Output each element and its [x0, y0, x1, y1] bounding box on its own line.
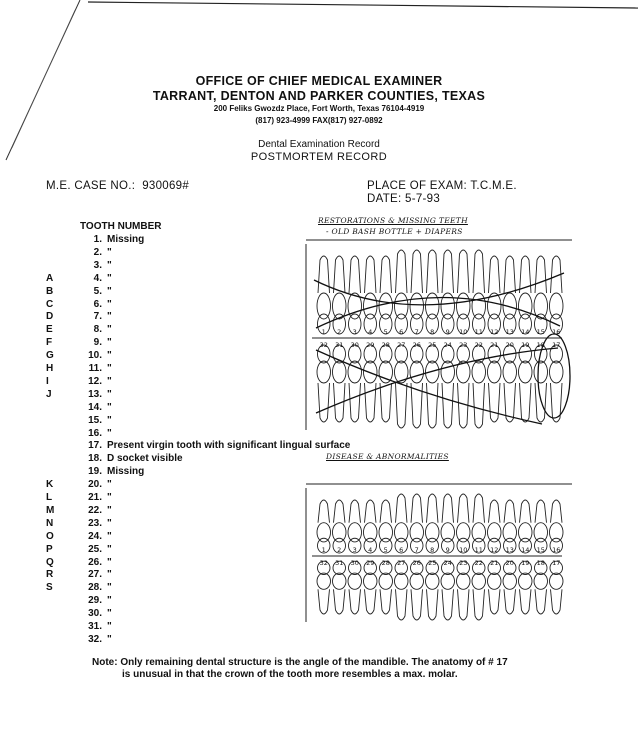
upper-tooth-number: 10: [459, 328, 468, 336]
exam-date-label: DATE:: [367, 193, 402, 205]
deciduous-letter: H: [46, 363, 54, 374]
lower-tooth: [348, 561, 362, 614]
tooth-number: 27.: [88, 569, 102, 581]
lower-tooth-number: 30: [350, 559, 359, 567]
tooth-finding: ": [107, 504, 112, 516]
upper-tooth: [534, 256, 548, 334]
deciduous-letter: I: [46, 375, 49, 387]
lower-tooth-number: 32: [319, 341, 328, 349]
tooth-finding: ": [107, 569, 112, 581]
tooth-finding: ": [107, 246, 112, 258]
lower-tooth: [519, 561, 533, 614]
footer-note-line1: Note: Only remaining dental structure is the angle of the mandible. The anatomy of # 17: [92, 657, 508, 668]
lower-tooth: [364, 561, 378, 614]
lower-tooth-number: 28: [381, 341, 390, 349]
lower-tooth-number: 32: [319, 559, 328, 567]
upper-tooth: [426, 250, 440, 334]
lower-tooth-number: 27: [397, 341, 406, 349]
deciduous-letter: M: [46, 504, 55, 516]
tooth-number: 16.: [88, 427, 102, 439]
lower-tooth-number: 20: [505, 559, 514, 567]
tooth-finding: ": [107, 375, 112, 387]
lower-tooth: [348, 345, 362, 422]
lower-tooth: [333, 561, 347, 614]
tooth-finding: Missing: [107, 234, 145, 245]
tooth-number: 22.: [88, 504, 102, 516]
deciduous-letter: C: [46, 298, 54, 310]
upper-tooth: [333, 256, 347, 334]
exam-date-value: 5-7-93: [405, 193, 441, 205]
lower-tooth-number: 19: [521, 559, 530, 567]
lower-tooth-number: 25: [428, 341, 437, 349]
tooth-number: 24.: [88, 530, 102, 542]
deciduous-letter: A: [46, 272, 54, 284]
upper-tooth-number: 13: [505, 546, 514, 554]
upper-tooth: [395, 494, 409, 553]
lower-tooth-number: 28: [381, 559, 390, 567]
upper-tooth: [364, 256, 378, 334]
deciduous-letter: D: [46, 311, 54, 323]
tooth-number: 4.: [93, 272, 102, 284]
lower-tooth: [317, 561, 331, 614]
tooth-number: 3.: [93, 259, 102, 271]
lower-tooth: [364, 345, 378, 422]
tooth-number: 21.: [88, 492, 102, 503]
case-number: [46, 180, 189, 192]
tooth-number: 15.: [88, 414, 102, 426]
lower-tooth-number: 21: [490, 559, 499, 567]
lower-tooth-number: 29: [366, 341, 375, 349]
deciduous-letter: P: [46, 543, 53, 555]
deciduous-letter: N: [46, 517, 54, 529]
lower-tooth: [379, 561, 393, 614]
lower-tooth: [426, 561, 440, 620]
lower-tooth-number: 31: [335, 341, 344, 349]
lower-tooth-number: 20: [505, 341, 514, 349]
lower-tooth-number: 22: [474, 559, 483, 567]
tooth-finding: D socket visible: [107, 453, 183, 465]
tooth-number: 10.: [88, 350, 102, 362]
upper-tooth-number: 8: [430, 328, 435, 336]
tooth-finding: Present virgin tooth with significant lingual surface: [107, 440, 351, 452]
upper-tooth-number: 1: [321, 328, 326, 336]
lower-tooth: [317, 345, 331, 422]
tooth-number-heading: TOOTH NUMBER: [80, 221, 162, 232]
tooth-finding: ": [107, 492, 112, 503]
tooth-number: 5.: [93, 285, 102, 297]
tooth-number: 9.: [93, 337, 102, 349]
upper-tooth-number: 5: [383, 328, 388, 336]
upper-tooth-number: 15: [536, 328, 545, 336]
tooth-finding: ": [107, 285, 112, 297]
upper-tooth: [457, 494, 471, 553]
lower-tooth: [333, 345, 347, 422]
lower-tooth-number: 21: [490, 341, 499, 349]
upper-tooth: [441, 250, 455, 334]
lower-tooth-number: 27: [397, 559, 406, 567]
upper-tooth: [457, 250, 471, 334]
tooth-number: 28.: [88, 582, 102, 594]
upper-tooth: [472, 250, 486, 334]
tooth-finding: ": [107, 479, 112, 491]
upper-tooth-number: 13: [505, 328, 514, 336]
lower-tooth-number: 26: [412, 341, 421, 349]
upper-tooth-number: 3: [352, 546, 357, 554]
deciduous-letter: K: [46, 479, 54, 491]
tooth-number: 18.: [88, 453, 102, 465]
tooth-finding: ": [107, 298, 112, 310]
upper-tooth-number: 9: [445, 328, 450, 336]
record-type: Dental Examination Record: [258, 139, 380, 150]
tooth-finding: ": [107, 363, 112, 374]
phone-fax: (817) 923-4999 FAX(817) 927-0892: [255, 116, 383, 125]
tooth-finding: ": [107, 582, 112, 594]
deciduous-letter: O: [46, 530, 54, 542]
lower-tooth-number: 23: [459, 341, 468, 349]
deciduous-letter: F: [46, 337, 53, 349]
tooth-number: 30.: [88, 608, 102, 620]
exam-date: [367, 193, 440, 205]
deciduous-letter: E: [46, 324, 53, 336]
lower-tooth: [441, 561, 455, 620]
tooth-finding: ": [107, 324, 112, 336]
tooth-finding: ": [107, 414, 112, 426]
deciduous-letter: R: [46, 569, 54, 581]
lower-tooth: [426, 345, 440, 428]
tooth-finding: ": [107, 311, 112, 323]
lower-tooth-number: 30: [350, 341, 359, 349]
upper-tooth-number: 6: [399, 328, 404, 336]
deciduous-letter: B: [46, 285, 54, 297]
tooth-finding: ": [107, 401, 112, 413]
tooth-number: 26.: [88, 556, 102, 568]
upper-tooth-number: 14: [521, 328, 530, 336]
deciduous-letter: S: [46, 582, 53, 594]
lower-tooth: [472, 561, 486, 620]
tooth-number: 14.: [88, 401, 102, 413]
tooth-number: 11.: [88, 363, 102, 374]
tooth-number: 6.: [93, 298, 102, 310]
tooth-number: 7.: [93, 311, 102, 323]
upper-tooth: [441, 494, 455, 553]
record-title: POSTMORTEM RECORD: [250, 151, 388, 163]
lower-tooth: [503, 345, 517, 422]
lower-tooth-number: 29: [366, 559, 375, 567]
lower-tooth-number: 17: [552, 341, 561, 349]
upper-tooth-number: 2: [337, 546, 342, 554]
lower-tooth-number: 24: [443, 559, 452, 567]
lower-tooth: [550, 561, 564, 614]
upper-tooth-number: 2: [337, 328, 342, 336]
lower-tooth-number: 31: [335, 559, 344, 567]
lower-tooth: [410, 345, 424, 428]
address: 200 Feliks Gwozdz Place, Fort Worth, Texas 76104-4919: [213, 104, 425, 113]
upper-tooth-number: 5: [383, 546, 388, 554]
lower-tooth-number: 18: [536, 341, 545, 349]
missing-teeth-mark: [314, 273, 564, 305]
place-of-exam: [367, 180, 517, 192]
upper-tooth-number: 12: [490, 328, 499, 336]
tooth-number: 31.: [88, 621, 102, 632]
tooth-finding: ": [107, 337, 112, 349]
upper-tooth: [395, 250, 409, 334]
upper-tooth-number: 7: [414, 546, 419, 554]
upper-tooth-number: 14: [521, 546, 530, 554]
tooth-number: 17.: [88, 440, 102, 452]
lower-tooth: [550, 345, 564, 422]
tooth-number: 8.: [93, 324, 102, 336]
lower-tooth-number: 24: [443, 341, 452, 349]
tooth-finding: ": [107, 633, 112, 645]
lower-tooth-number: 18: [536, 559, 545, 567]
lower-tooth-number: 22: [474, 341, 483, 349]
upper-tooth-number: 4: [368, 546, 373, 554]
deciduous-letter: L: [46, 492, 53, 503]
lower-tooth-number: 23: [459, 559, 468, 567]
lower-tooth: [395, 561, 409, 620]
upper-tooth-number: 10: [459, 546, 468, 554]
upper-tooth: [426, 494, 440, 553]
lower-tooth-number: 25: [428, 559, 437, 567]
footer-note-line2: is unusual in that the crown of the tooth more resembles a max. molar.: [122, 669, 458, 680]
tooth-number: 12.: [88, 375, 102, 387]
upper-tooth: [379, 256, 393, 334]
tooth-number: 13.: [88, 388, 102, 400]
restorations-label: RESTORATIONS & MISSING TEETH: [318, 216, 468, 225]
upper-tooth-number: 8: [430, 546, 435, 554]
tooth-finding: ": [107, 388, 112, 400]
upper-tooth-number: 3: [352, 328, 357, 336]
disease-dental-chart: [302, 482, 574, 630]
tooth-finding: ": [107, 621, 112, 632]
lower-tooth: [457, 561, 471, 620]
counties-title: TARRANT, DENTON AND PARKER COUNTIES, TEXAS: [152, 89, 486, 103]
deciduous-letter: Q: [46, 556, 54, 568]
place-of-exam-value: T.C.M.E.: [470, 180, 517, 192]
tooth-finding: Missing: [107, 466, 145, 478]
tooth-number: 1.: [93, 234, 102, 245]
lower-tooth-number: 19: [521, 341, 530, 349]
upper-tooth: [472, 494, 486, 553]
tooth-finding: ": [107, 556, 112, 568]
upper-tooth: [503, 256, 517, 334]
place-of-exam-label: PLACE OF EXAM:: [367, 180, 468, 192]
upper-tooth: [410, 494, 424, 553]
lower-tooth: [457, 345, 471, 428]
tooth-number: 29.: [88, 595, 102, 607]
tooth-finding: ": [107, 530, 112, 542]
tooth-number: 23.: [88, 517, 102, 529]
lower-tooth: [519, 345, 533, 422]
upper-tooth-number: 7: [414, 328, 419, 336]
tooth-number: 20.: [88, 479, 102, 491]
tooth-finding: ": [107, 608, 112, 620]
upper-tooth-number: 1: [321, 546, 326, 554]
tooth-number: 19.: [88, 466, 102, 478]
upper-tooth-number: 16: [552, 328, 561, 336]
case-number-label: M.E. CASE NO.:: [46, 180, 136, 192]
tooth-finding: ": [107, 272, 112, 284]
upper-tooth-number: 15: [536, 546, 545, 554]
case-number-value: 930069#: [142, 180, 190, 192]
upper-tooth-number: 11: [474, 546, 483, 554]
upper-tooth-number: 9: [445, 546, 450, 554]
tooth-number: 32.: [88, 633, 102, 645]
deciduous-letter: J: [46, 388, 52, 400]
upper-tooth-number: 11: [474, 328, 483, 336]
office-title: OFFICE OF CHIEF MEDICAL EXAMINER: [195, 74, 443, 88]
lower-tooth: [410, 561, 424, 620]
lower-tooth: [503, 561, 517, 614]
tooth-number: 25.: [88, 543, 102, 555]
upper-tooth-number: 16: [552, 546, 561, 554]
upper-tooth-number: 6: [399, 546, 404, 554]
tooth-finding: ": [107, 517, 112, 529]
tooth-number: 2.: [93, 246, 102, 258]
deciduous-letter: G: [46, 350, 54, 362]
restorations-handwritten-note: - OLD BASH BOTTLE + DIAPERS: [326, 227, 463, 236]
tooth-finding: ": [107, 427, 112, 439]
upper-tooth-number: 12: [490, 546, 499, 554]
lower-tooth-number: 26: [412, 559, 421, 567]
tooth-finding: ": [107, 350, 112, 362]
restorations-dental-chart: [302, 238, 574, 438]
tooth-finding: ": [107, 595, 112, 607]
upper-tooth: [519, 256, 533, 334]
lower-tooth-number: 17: [552, 559, 561, 567]
lower-tooth: [488, 561, 502, 614]
lower-tooth: [472, 345, 486, 428]
upper-tooth-number: 4: [368, 328, 373, 336]
upper-tooth: [410, 250, 424, 334]
lower-tooth: [441, 345, 455, 428]
disease-label: DISEASE & ABNORMALITIES: [326, 452, 449, 461]
tooth-finding: ": [107, 259, 112, 271]
lower-tooth: [534, 561, 548, 614]
tooth-finding: ": [107, 543, 112, 555]
